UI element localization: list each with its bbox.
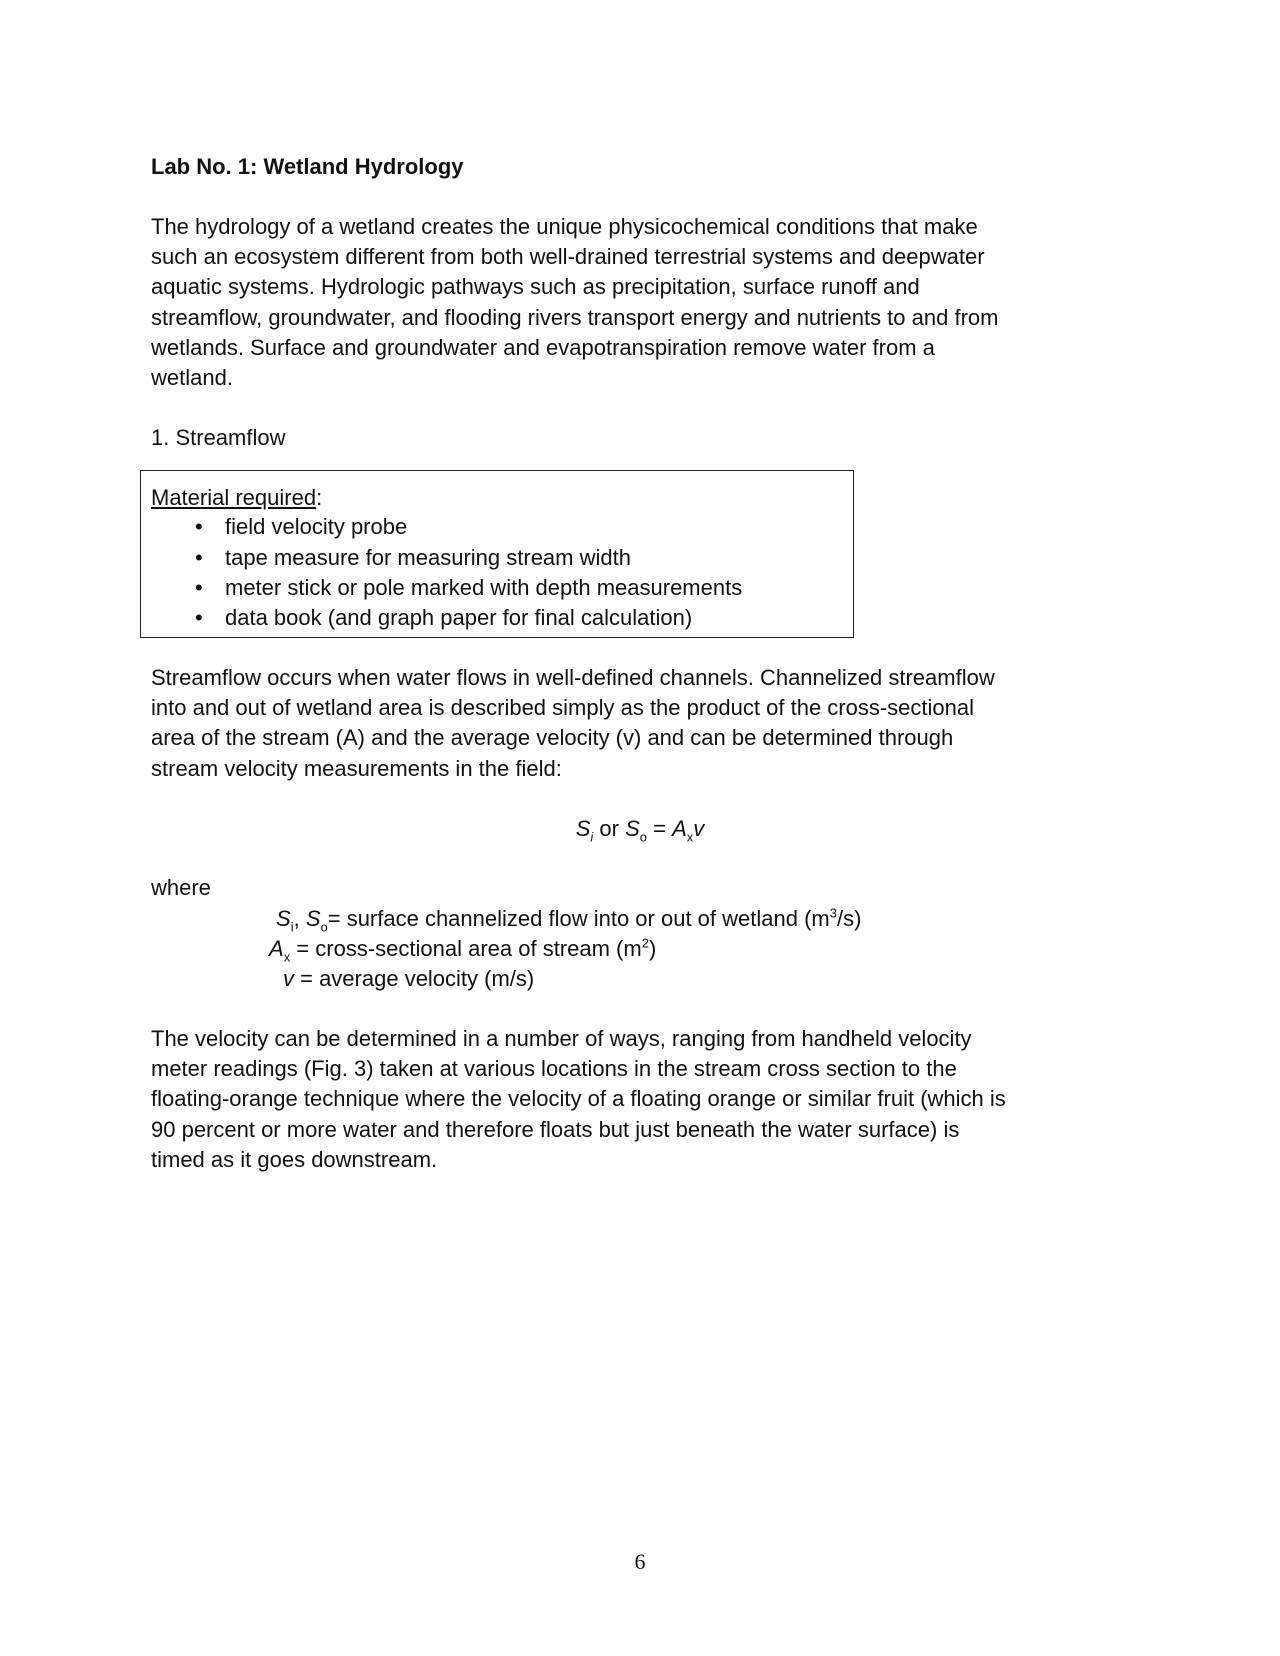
list-item-text: field velocity probe bbox=[225, 514, 408, 539]
bullet-icon: • bbox=[195, 514, 203, 539]
def-sep: , bbox=[293, 906, 306, 931]
materials-label-text: Material required bbox=[151, 485, 317, 510]
text-line: meter readings (Fig. 3) taken at various locations in the stream cross section to the bbox=[151, 1056, 957, 1082]
def-sub: x bbox=[283, 949, 291, 965]
def-symbol: S bbox=[305, 906, 321, 931]
eq-sub: i bbox=[590, 829, 594, 845]
def-text: = surface channelized flow into or out of wetland (m bbox=[327, 906, 830, 931]
eq-symbol: S bbox=[575, 816, 591, 841]
text-line: aquatic systems. Hydrologic pathways such as precipitation, surface runoff and bbox=[151, 274, 920, 300]
def-text: = cross-sectional area of stream (m bbox=[290, 936, 642, 961]
text-line: 90 percent or more water and therefore floats but just beneath the water surface) is bbox=[151, 1116, 960, 1142]
section-heading: 1. Streamflow bbox=[151, 425, 286, 450]
streamflow-equation bbox=[0, 814, 1280, 844]
eq-sub: x bbox=[686, 829, 694, 845]
materials-label bbox=[151, 483, 322, 513]
text-line: The velocity can be determined in a number of ways, ranging from handheld velocity bbox=[151, 1026, 972, 1051]
text-line: such an ecosystem different from both well-drained terrestrial systems and deepwater bbox=[151, 244, 985, 270]
text-line: Streamflow occurs when water flows in well-defined channels. Channelized streamflow bbox=[151, 665, 995, 690]
def-sub: i bbox=[290, 919, 294, 935]
def-symbol: S bbox=[276, 906, 291, 931]
list-item-text: tape measure for measuring stream width bbox=[225, 545, 631, 570]
def-text: ) bbox=[648, 936, 657, 961]
text-line: floating-orange technique where the velocity of a floating orange or similar fruit (which is bbox=[151, 1086, 1006, 1112]
text-line: area of the stream (A) and the average velocity (v) and can be determined through bbox=[151, 725, 954, 751]
def-text: = average velocity (m/s) bbox=[294, 966, 535, 991]
def-sup: 3 bbox=[829, 905, 837, 921]
text-line: wetland. bbox=[151, 364, 233, 390]
eq-text: = bbox=[647, 816, 673, 841]
colon: : bbox=[316, 485, 323, 510]
def-symbol: v bbox=[283, 966, 294, 991]
velocity-paragraph bbox=[151, 1024, 1006, 1175]
text-line: streamflow, groundwater, and flooding rivers transport energy and nutrients to and from bbox=[151, 304, 999, 330]
text-line: The hydrology of a wetland creates the unique physicochemical conditions that make bbox=[151, 214, 978, 239]
def-sub: o bbox=[320, 919, 328, 935]
eq-sub: o bbox=[639, 829, 648, 845]
bullet-icon: • bbox=[195, 605, 203, 630]
text-line: timed as it goes downstream. bbox=[151, 1146, 438, 1172]
def-symbol: A bbox=[269, 936, 284, 961]
text-line: into and out of wetland area is described simply as the product of the cross-sectional bbox=[151, 695, 975, 721]
list-item-text: meter stick or pole marked with depth measurements bbox=[225, 575, 743, 600]
eq-symbol: S bbox=[625, 816, 640, 841]
page-title: Lab No. 1: Wetland Hydrology bbox=[151, 154, 464, 179]
text-line: wetlands. Surface and groundwater and evapotranspiration remove water from a bbox=[151, 334, 935, 360]
eq-symbol: v bbox=[693, 816, 705, 841]
page-number: 6 bbox=[634, 1549, 646, 1574]
intro-paragraph bbox=[151, 212, 998, 393]
eq-symbol: A bbox=[672, 816, 687, 841]
list-item-text: data book (and graph paper for final calculation) bbox=[225, 605, 693, 630]
eq-text: or bbox=[593, 816, 626, 841]
where-label: where bbox=[151, 875, 211, 900]
bullet-icon: • bbox=[195, 545, 203, 570]
definition-velocity bbox=[283, 964, 534, 994]
def-text: /s) bbox=[836, 906, 862, 931]
def-sup: 2 bbox=[641, 935, 649, 951]
text-line: stream velocity measurements in the field: bbox=[151, 755, 562, 781]
streamflow-paragraph bbox=[151, 663, 995, 784]
definition-area bbox=[269, 934, 656, 964]
definition-flow bbox=[276, 904, 861, 934]
bullet-icon: • bbox=[195, 575, 203, 600]
